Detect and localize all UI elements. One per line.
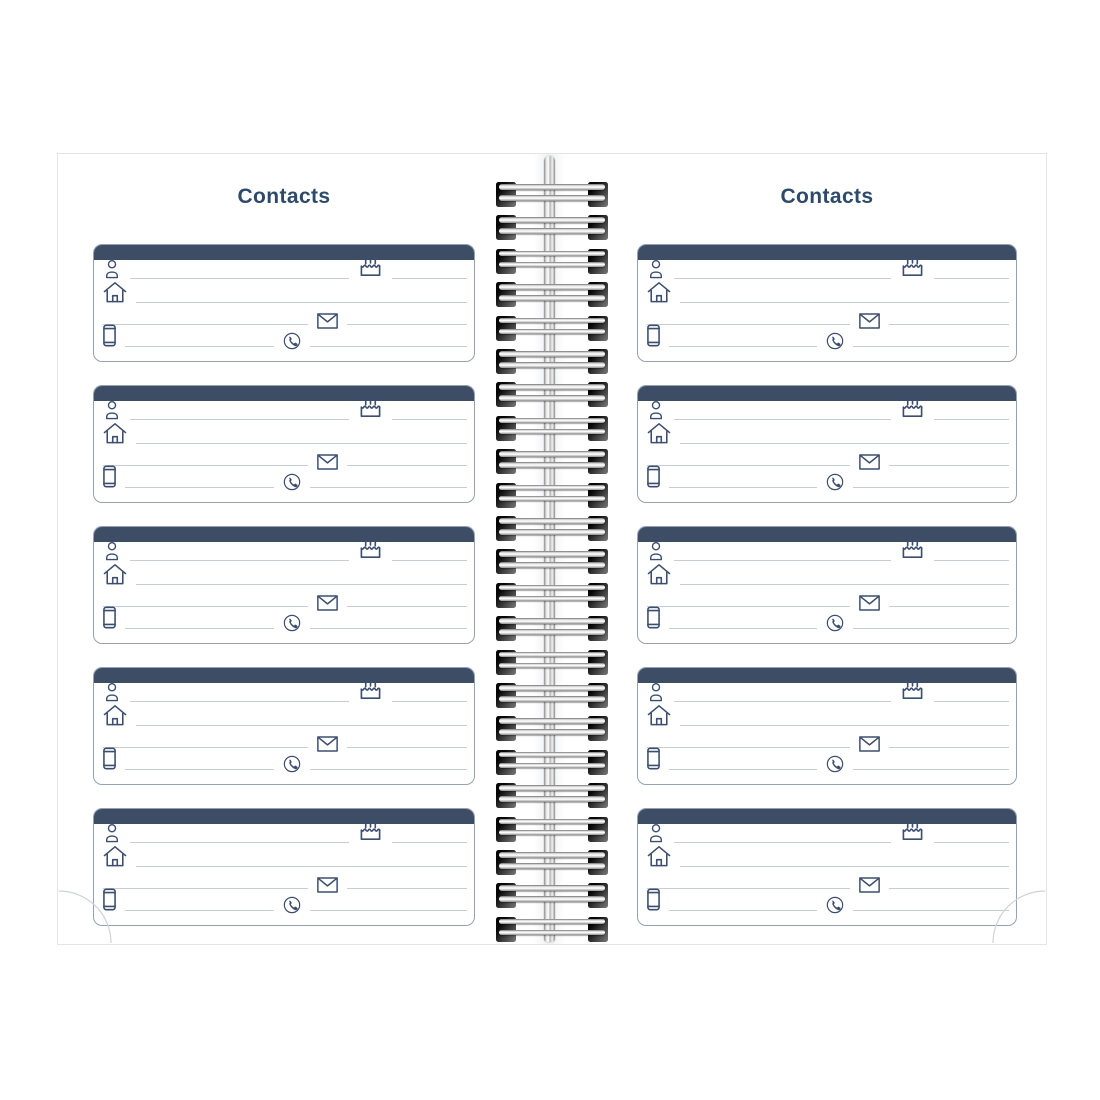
binding-loop [496,816,608,844]
binding-wire [499,318,605,324]
binding-wire [499,729,605,735]
phone-field-line [853,769,1009,770]
birthday-cake-icon [358,398,383,421]
mobile-phone-icon [103,465,116,488]
birthday-field-line [934,701,1009,702]
mobile-field-line [125,628,274,629]
birthday-cake-icon [900,680,925,703]
binding-wire [499,485,605,491]
birthday-field-line [392,842,467,843]
phone-field-line [853,346,1009,347]
home-icon [647,563,671,585]
page-curl-corner-left [58,890,112,944]
birthday-field-line [934,419,1009,420]
person-icon [647,682,665,702]
binding-loop [496,849,608,877]
contact-card [637,526,1017,644]
binding-loop [496,214,608,242]
mobile-field-line [125,487,274,488]
address-field-line [136,584,467,585]
person-icon [647,823,665,843]
binding-wire [499,585,605,591]
binding-wire [499,462,605,468]
binding-loop [496,882,608,910]
contact-card-header [94,668,474,683]
phone-field-line [310,628,467,629]
binding-wire [499,362,605,368]
person-icon [103,823,121,843]
binding-wire [499,596,605,602]
contact-card-header [94,386,474,401]
binding-wire [499,329,605,335]
binding-wire [499,429,605,435]
binding-wire [499,852,605,858]
binding-loop [496,682,608,710]
binding-loop [496,582,608,610]
name-field-line [130,419,349,420]
binding-wire [499,696,605,702]
mobile-phone-icon [103,324,116,347]
person-icon [103,541,121,561]
mobile-phone-icon [647,465,660,488]
page-left [57,153,549,945]
binding-wire [499,184,605,190]
binding-loop [496,381,608,409]
birthday-cake-icon [900,398,925,421]
phone-field-line [853,628,1009,629]
binding-wire [499,496,605,502]
birthday-field-line [392,278,467,279]
address-field-line [136,866,467,867]
birthday-field-line [934,842,1009,843]
binding-loop [496,482,608,510]
binding-loop [496,448,608,476]
person-icon [103,259,121,279]
address-field-line [680,584,1009,585]
binding-wire [499,295,605,301]
birthday-field-line [934,560,1009,561]
birthday-field-line [934,278,1009,279]
birthday-cake-icon [358,680,383,703]
birthday-field-line [392,701,467,702]
mobile-phone-icon [103,606,116,629]
binding-wire [499,718,605,724]
contact-card-header [638,809,1016,824]
address-field-line [680,443,1009,444]
home-icon [647,422,671,444]
contact-cards-right [637,244,1017,926]
name-field-line [130,701,349,702]
phone-field-line [853,487,1009,488]
binding-wire [499,885,605,891]
mobile-field-line [669,346,817,347]
contact-card [637,385,1017,503]
name-field-line [130,560,349,561]
mobile-field-line [669,487,817,488]
telephone-icon [826,332,844,350]
mobile-phone-icon [647,324,660,347]
page-title: Contacts [780,185,874,208]
contact-card [637,244,1017,362]
binding-wire [499,618,605,624]
birthday-cake-icon [358,821,383,844]
birthday-field-line [392,419,467,420]
binding-wire [499,919,605,925]
home-icon [103,845,127,867]
home-icon [103,704,127,726]
mobile-field-line [125,910,274,911]
binding-wire [499,518,605,524]
phone-field-line [310,487,467,488]
mobile-field-line [669,769,817,770]
binding-loop [496,281,608,309]
contact-card [93,244,475,362]
telephone-icon [283,755,301,773]
address-field-line [136,443,467,444]
binding-wire [499,529,605,535]
binding-wire [499,652,605,658]
person-icon [103,682,121,702]
name-field-line [674,419,891,420]
person-icon [647,259,665,279]
binding-wire [499,217,605,223]
contact-card-header [94,809,474,824]
address-field-line [680,302,1009,303]
binding-loop [496,782,608,810]
page-right [549,153,1047,945]
binding-loop [496,181,608,209]
telephone-icon [826,755,844,773]
contact-cards-left [93,244,475,926]
binding-loop [496,916,608,944]
binding-loop [496,548,608,576]
binding-wire [499,763,605,769]
contact-card [93,526,475,644]
address-field-line [136,302,467,303]
binding-wire [499,195,605,201]
telephone-icon [826,614,844,632]
contact-card-header [94,245,474,260]
home-icon [103,281,127,303]
binding-wire [499,351,605,357]
binding-wire [499,629,605,635]
home-icon [647,281,671,303]
contact-card [93,808,475,926]
birthday-cake-icon [900,257,925,280]
binding-wire [499,562,605,568]
birthday-cake-icon [900,539,925,562]
binding-loop [496,248,608,276]
binding-wire [499,284,605,290]
person-icon [647,400,665,420]
person-icon [103,400,121,420]
mobile-phone-icon [647,747,660,770]
contact-card [637,808,1017,926]
contact-card [93,385,475,503]
contact-card-header [638,527,1016,542]
address-field-line [680,725,1009,726]
home-icon [647,704,671,726]
binding-wire [499,863,605,869]
binding-loop [496,749,608,777]
phone-field-line [853,910,1009,911]
binding-wire [499,685,605,691]
telephone-icon [826,896,844,914]
phone-field-line [310,346,467,347]
mobile-field-line [669,910,817,911]
birthday-field-line [392,560,467,561]
page-curl-corner-right [992,890,1046,944]
name-field-line [130,278,349,279]
mobile-field-line [669,628,817,629]
telephone-icon [283,332,301,350]
binding-wire [499,384,605,390]
binding-wire [499,418,605,424]
binding-wire [499,551,605,557]
telephone-icon [283,614,301,632]
binding-loop [496,348,608,376]
binding-wire [499,830,605,836]
binding-wire [499,752,605,758]
binding-wire [499,663,605,669]
contact-card-header [638,386,1016,401]
name-field-line [674,278,891,279]
phone-field-line [310,910,467,911]
name-field-line [674,701,891,702]
binding-wire [499,228,605,234]
telephone-icon [283,896,301,914]
birthday-cake-icon [358,257,383,280]
birthday-cake-icon [358,539,383,562]
binding-loop [496,315,608,343]
name-field-line [130,842,349,843]
contact-card [93,667,475,785]
binding-wire [499,819,605,825]
page-title: Contacts [237,185,331,208]
contact-card-header [638,668,1016,683]
binding-loop [496,515,608,543]
binding-wire [499,796,605,802]
binding-wire [499,451,605,457]
binding-loop [496,415,608,443]
contact-card [637,667,1017,785]
spiral-binding [494,153,610,945]
mobile-field-line [125,769,274,770]
name-field-line [674,842,891,843]
contact-card-header [94,527,474,542]
mobile-phone-icon [647,888,660,911]
mobile-field-line [125,346,274,347]
telephone-icon [283,473,301,491]
mobile-phone-icon [647,606,660,629]
home-icon [103,422,127,444]
binding-wire [499,262,605,268]
address-field-line [680,866,1009,867]
home-icon [647,845,671,867]
binding-loop [496,715,608,743]
binding-wire [499,896,605,902]
mobile-phone-icon [103,747,116,770]
binding-wire [499,251,605,257]
contact-card-header [638,245,1016,260]
binding-wire [499,930,605,936]
binding-loop [496,615,608,643]
address-field-line [136,725,467,726]
name-field-line [674,560,891,561]
telephone-icon [826,473,844,491]
person-icon [647,541,665,561]
binding-loop [496,649,608,677]
phone-field-line [310,769,467,770]
binding-wire [499,785,605,791]
birthday-cake-icon [900,821,925,844]
binding-wire [499,395,605,401]
home-icon [103,563,127,585]
